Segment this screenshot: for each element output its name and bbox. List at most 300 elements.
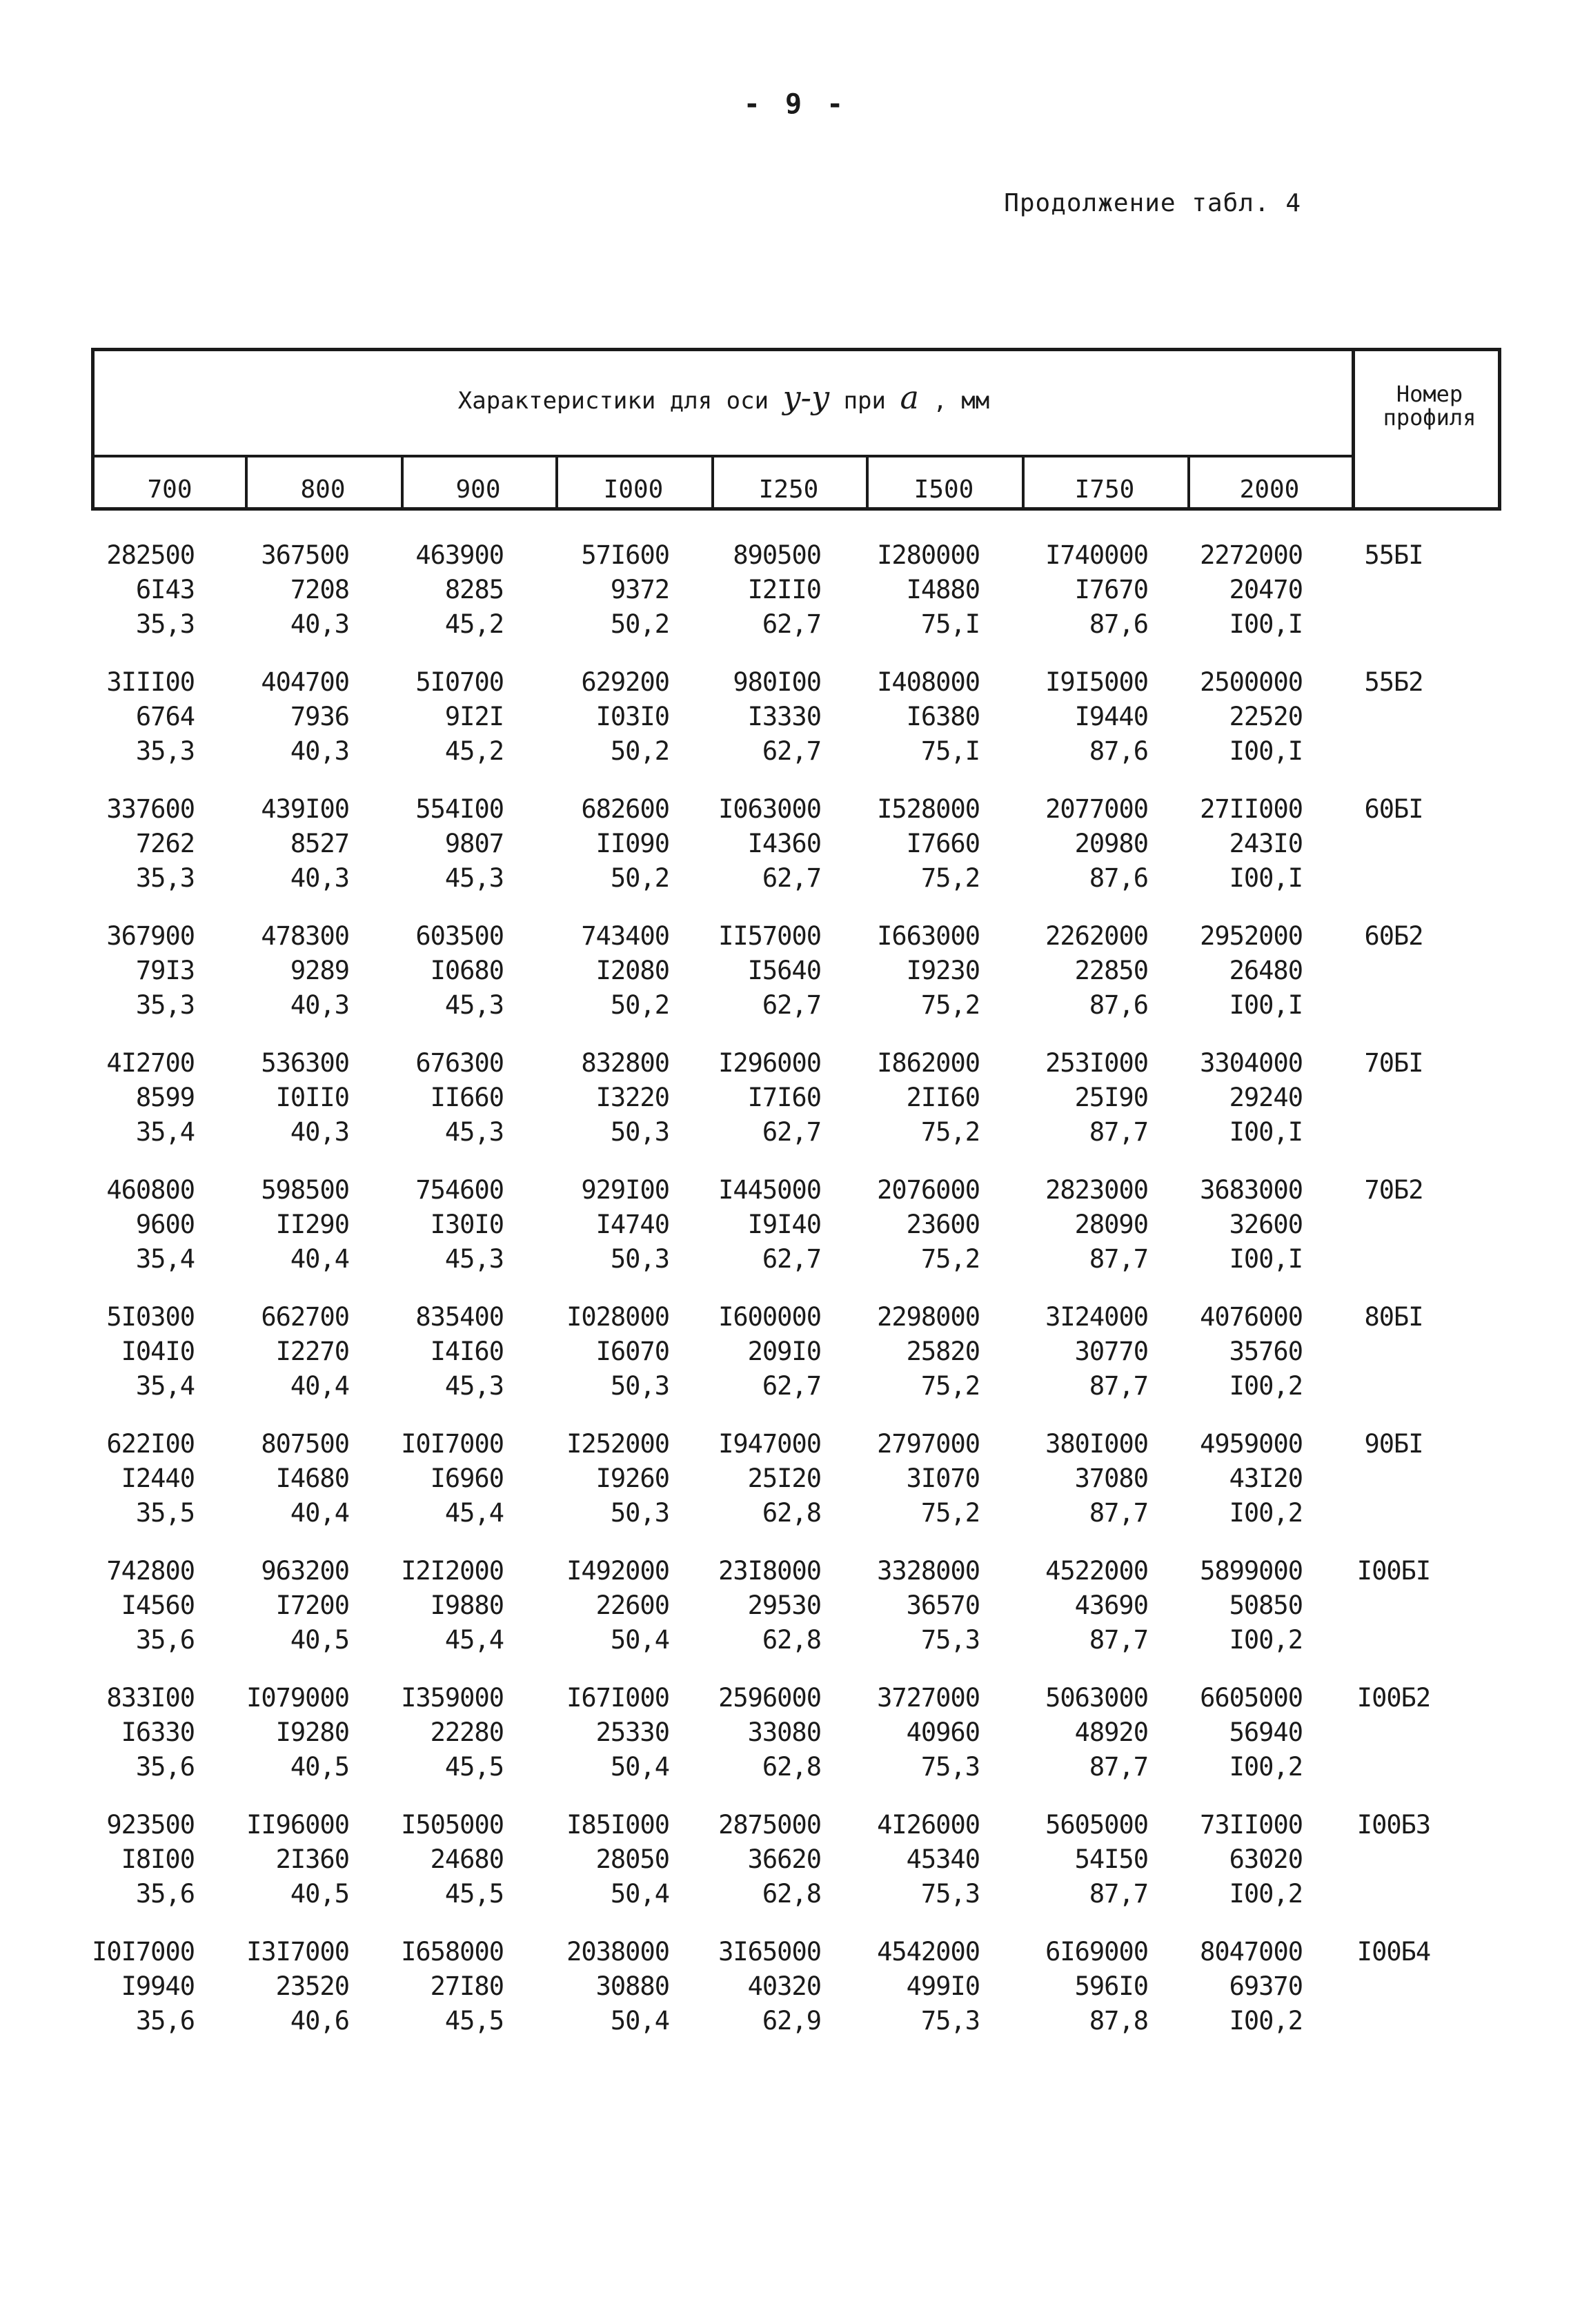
table-cell	[211, 1808, 349, 1911]
cell-value: I2II0	[747, 575, 821, 604]
table-cell	[57, 1173, 195, 1277]
table-cell	[683, 1300, 821, 1404]
cell-value: I67I000	[566, 1683, 669, 1713]
cell-value: 62,8	[762, 1879, 821, 1909]
cell-value: 209I0	[747, 1337, 821, 1366]
cell-value: 75,2	[920, 863, 980, 893]
cell-value: 75,2	[920, 1244, 980, 1274]
cell-value: 40,4	[290, 1371, 349, 1401]
cell-value: 43I20	[1229, 1464, 1303, 1493]
cell-value: 35,6	[135, 1879, 195, 1909]
cell-value: 367900	[106, 921, 195, 951]
header-title-text: Характеристики для оси	[457, 387, 783, 415]
cell-value: I4880	[906, 575, 980, 604]
cell-value: 75,I	[920, 609, 980, 639]
cell-value: 9807	[444, 829, 504, 858]
table-cell	[1165, 1935, 1303, 2038]
table-cell	[531, 665, 669, 769]
cell-value: 404700	[261, 667, 349, 697]
cell-value: 9289	[290, 956, 349, 985]
cell-value: I0I7000	[92, 1937, 195, 1967]
header-title-unit: , мм	[918, 387, 990, 415]
cell-value: 50,2	[610, 990, 669, 1020]
cell-value: 30770	[1074, 1337, 1148, 1366]
cell-value: 36620	[747, 1844, 821, 1874]
cell-value: I2440	[121, 1464, 195, 1493]
cell-value: 45,3	[444, 863, 504, 893]
table-cell	[366, 1681, 504, 1784]
cell-value: I9230	[906, 956, 980, 985]
cell-value: 832800	[581, 1048, 669, 1078]
table-cell	[366, 1046, 504, 1150]
cell-value: 48920	[1074, 1717, 1148, 1747]
cell-value: I3330	[747, 702, 821, 731]
table-cell	[1165, 1554, 1303, 1657]
table-cell	[366, 1300, 504, 1404]
cell-value: 40,3	[290, 990, 349, 1020]
cell-value: 50,4	[610, 1752, 669, 1782]
table-cell	[683, 919, 821, 1023]
profile-column-divider	[1352, 351, 1355, 507]
profile-number: 60Б2	[1364, 921, 1423, 951]
cell-value: I00,I	[1229, 736, 1303, 766]
cell-value: 460800	[106, 1175, 195, 1205]
cell-value: 57I600	[581, 540, 669, 570]
table-cell	[57, 665, 195, 769]
cell-value: I04I0	[121, 1337, 195, 1366]
cell-value: I9940	[121, 1971, 195, 2001]
cell-value: 3304000	[1200, 1048, 1303, 1078]
cell-value: I7670	[1074, 575, 1148, 604]
cell-value: 33080	[747, 1717, 821, 1747]
table-continuation-caption: Продолжение табл. 4	[1004, 189, 1301, 217]
cell-value: 35,6	[135, 1625, 195, 1655]
table-cell	[531, 1300, 669, 1404]
table-cell	[57, 1046, 195, 1150]
table-cell	[366, 1554, 504, 1657]
table-row	[0, 1046, 1591, 1150]
table-cell	[366, 919, 504, 1023]
cell-value: 87,6	[1089, 990, 1148, 1020]
header-title-text: при	[829, 387, 900, 415]
cell-value: 25330	[595, 1717, 669, 1747]
cell-value: 75,2	[920, 1371, 980, 1401]
table-row	[0, 792, 1591, 896]
cell-value: I4740	[595, 1210, 669, 1239]
cell-value: 923500	[106, 1810, 195, 1840]
column-header: I000	[603, 475, 664, 504]
cell-value: I079000	[246, 1683, 349, 1713]
table-cell	[57, 1300, 195, 1404]
cell-value: 4I26000	[877, 1810, 980, 1840]
cell-value: 73II000	[1200, 1810, 1303, 1840]
cell-value: 87,6	[1089, 863, 1148, 893]
cell-value: 963200	[261, 1556, 349, 1586]
cell-value: 2952000	[1200, 921, 1303, 951]
cell-value: 9372	[610, 575, 669, 604]
cell-value: 45,2	[444, 609, 504, 639]
cell-value: 26480	[1229, 956, 1303, 985]
cell-value: 2298000	[877, 1302, 980, 1332]
cell-value: I6380	[906, 702, 980, 731]
cell-value: 45,3	[444, 1371, 504, 1401]
table-cell	[1010, 1681, 1148, 1784]
table-cell	[1010, 919, 1148, 1023]
cell-value: I280000	[877, 540, 980, 570]
cell-value: 62,7	[762, 863, 821, 893]
table-cell	[683, 1681, 821, 1784]
cell-value: 3I65000	[718, 1937, 821, 1967]
table-cell	[1010, 1046, 1148, 1150]
cell-value: 62,7	[762, 1371, 821, 1401]
cell-value: I6960	[430, 1464, 504, 1493]
table-cell	[1010, 1554, 1148, 1657]
cell-value: I85I000	[566, 1810, 669, 1840]
cell-value: 2823000	[1045, 1175, 1148, 1205]
profile-number: I00Б3	[1356, 1810, 1431, 1840]
cell-value: 2077000	[1045, 794, 1148, 824]
cell-value: I028000	[566, 1302, 669, 1332]
cell-value: I862000	[877, 1048, 980, 1078]
table-cell	[211, 1681, 349, 1784]
cell-value: 45,5	[444, 1879, 504, 1909]
cell-value: 23520	[275, 1971, 349, 2001]
cell-value: I2080	[595, 956, 669, 985]
table-cell	[531, 919, 669, 1023]
cell-value: II090	[595, 829, 669, 858]
cell-value: 2272000	[1200, 540, 1303, 570]
distance-symbol: a	[900, 379, 919, 416]
cell-value: 40,3	[290, 736, 349, 766]
table-cell	[1165, 538, 1303, 642]
cell-value: 2262000	[1045, 921, 1148, 951]
table-row	[0, 1427, 1591, 1530]
column-header: I500	[913, 475, 974, 504]
cell-value: 2500000	[1200, 667, 1303, 697]
cell-value: I740000	[1045, 540, 1148, 570]
cell-value: 75,3	[920, 1752, 980, 1782]
column-header: 2000	[1239, 475, 1300, 504]
cell-value: 75,2	[920, 1498, 980, 1528]
table-cell	[211, 1300, 349, 1404]
table-cell	[842, 1935, 980, 2038]
cell-value: 3I24000	[1045, 1302, 1148, 1332]
page-number: - 9 -	[743, 88, 848, 120]
table-row	[0, 1935, 1591, 2038]
cell-value: 3328000	[877, 1556, 980, 1586]
table-cell	[1010, 1300, 1148, 1404]
cell-value: 2875000	[718, 1810, 821, 1840]
cell-value: 23I8000	[718, 1556, 821, 1586]
cell-value: I00,I	[1229, 990, 1303, 1020]
cell-value: 62,9	[762, 2006, 821, 2036]
cell-value: I8I00	[121, 1844, 195, 1874]
cell-value: 20470	[1229, 575, 1303, 604]
cell-value: I00,I	[1229, 1117, 1303, 1147]
cell-value: 9I2I	[444, 702, 504, 731]
cell-value: 25I90	[1074, 1083, 1148, 1112]
table-cell	[842, 1681, 980, 1784]
cell-value: 87,7	[1089, 1117, 1148, 1147]
cell-value: 243I0	[1229, 829, 1303, 858]
cell-value: 743400	[581, 921, 669, 951]
table-cell	[531, 1173, 669, 1277]
table-cell	[211, 1046, 349, 1150]
cell-value: 536300	[261, 1048, 349, 1078]
table-cell	[683, 1935, 821, 2038]
table-cell	[1165, 792, 1303, 896]
table-cell	[842, 1300, 980, 1404]
cell-value: 50,2	[610, 609, 669, 639]
cell-value: 380I000	[1045, 1429, 1148, 1459]
table-cell	[1165, 665, 1303, 769]
cell-value: 50,2	[610, 863, 669, 893]
table-cell	[211, 919, 349, 1023]
table-row	[0, 1173, 1591, 1277]
table-cell	[57, 538, 195, 642]
cell-value: 8599	[135, 1083, 195, 1112]
cell-value: 40,5	[290, 1879, 349, 1909]
cell-value: I4I60	[430, 1337, 504, 1366]
cell-value: 20980	[1074, 829, 1148, 858]
cell-value: 3III00	[106, 667, 195, 697]
cell-value: 75,3	[920, 1625, 980, 1655]
cell-value: 40320	[747, 1971, 821, 2001]
cell-value: 5605000	[1045, 1810, 1148, 1840]
cell-value: 7262	[135, 829, 195, 858]
table-cell	[1165, 1300, 1303, 1404]
cell-value: 29530	[747, 1591, 821, 1620]
table-cell	[366, 665, 504, 769]
cell-value: 87,7	[1089, 1625, 1148, 1655]
cell-value: I600000	[718, 1302, 821, 1332]
cell-value: 50,2	[610, 736, 669, 766]
cell-value: 6I69000	[1045, 1937, 1148, 1967]
cell-value: 40,4	[290, 1498, 349, 1528]
profile-number: I00Б2	[1356, 1683, 1431, 1713]
cell-value: 890500	[733, 540, 821, 570]
cell-value: 28090	[1074, 1210, 1148, 1239]
table-cell	[1010, 1808, 1148, 1911]
table-cell	[211, 665, 349, 769]
cell-value: I7I60	[747, 1083, 821, 1112]
cell-value: 56940	[1229, 1717, 1303, 1747]
table-cell	[366, 792, 504, 896]
cell-value: 2076000	[877, 1175, 980, 1205]
cell-value: 45,4	[444, 1498, 504, 1528]
table-cell	[366, 1173, 504, 1277]
column-header: 900	[455, 475, 501, 504]
profile-number: 80БI	[1364, 1302, 1423, 1332]
cell-value: I663000	[877, 921, 980, 951]
cell-value: 8527	[290, 829, 349, 858]
cell-value: 87,8	[1089, 2006, 1148, 2036]
cell-value: I00,2	[1229, 1625, 1303, 1655]
cell-value: 4542000	[877, 1937, 980, 1967]
cell-value: I9I5000	[1045, 667, 1148, 697]
cell-value: 6764	[135, 702, 195, 731]
cell-value: 2797000	[877, 1429, 980, 1459]
table-row	[0, 1554, 1591, 1657]
cell-value: 980I00	[733, 667, 821, 697]
table-cell	[1165, 1427, 1303, 1530]
cell-value: 87,7	[1089, 1879, 1148, 1909]
cell-value: 37080	[1074, 1464, 1148, 1493]
table-cell	[1010, 1173, 1148, 1277]
cell-value: 54I50	[1074, 1844, 1148, 1874]
header-divider	[95, 455, 1353, 457]
cell-value: 24680	[430, 1844, 504, 1874]
cell-value: I7200	[275, 1591, 349, 1620]
profile-number: 70БI	[1364, 1048, 1423, 1078]
cell-value: 40,3	[290, 609, 349, 639]
cell-value: 50,4	[610, 1879, 669, 1909]
table-cell	[531, 1808, 669, 1911]
profile-number: 90БI	[1364, 1429, 1423, 1459]
cell-value: 45,4	[444, 1625, 504, 1655]
column-header: I750	[1074, 475, 1135, 504]
cell-value: 35,3	[135, 990, 195, 1020]
cell-value: 3727000	[877, 1683, 980, 1713]
cell-value: 22850	[1074, 956, 1148, 985]
table-cell	[531, 538, 669, 642]
table-row	[0, 1300, 1591, 1404]
profile-number: 70Б2	[1364, 1175, 1423, 1205]
table-header-frame	[91, 348, 1501, 511]
cell-value: 5063000	[1045, 1683, 1148, 1713]
cell-value: 5I0300	[106, 1302, 195, 1332]
table-cell	[1010, 1935, 1148, 2038]
cell-value: 35,3	[135, 863, 195, 893]
cell-value: 63020	[1229, 1844, 1303, 1874]
cell-value: 367500	[261, 540, 349, 570]
cell-value: 35,5	[135, 1498, 195, 1528]
table-cell	[57, 1554, 195, 1657]
cell-value: 40,6	[290, 2006, 349, 2036]
table-cell	[531, 1681, 669, 1784]
cell-value: 30880	[595, 1971, 669, 2001]
cell-value: 40,3	[290, 1117, 349, 1147]
cell-value: 598500	[261, 1175, 349, 1205]
table-cell	[531, 1554, 669, 1657]
cell-value: I00,2	[1229, 1498, 1303, 1528]
cell-value: I9280	[275, 1717, 349, 1747]
cell-value: I9880	[430, 1591, 504, 1620]
cell-value: 35760	[1229, 1337, 1303, 1366]
cell-value: I00,2	[1229, 1879, 1303, 1909]
cell-value: 4076000	[1200, 1302, 1303, 1332]
cell-value: I9I40	[747, 1210, 821, 1239]
table-cell	[57, 1808, 195, 1911]
profile-number: 60БI	[1364, 794, 1423, 824]
cell-value: 2II60	[906, 1083, 980, 1112]
table-cell	[211, 1554, 349, 1657]
cell-value: 6I43	[135, 575, 195, 604]
cell-value: 554I00	[415, 794, 504, 824]
cell-value: I2I2000	[401, 1556, 504, 1586]
cell-value: I947000	[718, 1429, 821, 1459]
column-header: 700	[147, 475, 192, 504]
cell-value: II57000	[718, 921, 821, 951]
cell-value: 25I20	[747, 1464, 821, 1493]
profile-number: I00БI	[1356, 1556, 1431, 1586]
table-cell	[683, 1554, 821, 1657]
cell-value: 45340	[906, 1844, 980, 1874]
cell-value: 23600	[906, 1210, 980, 1239]
cell-value: I9260	[595, 1464, 669, 1493]
table-cell	[57, 1681, 195, 1784]
cell-value: 35,6	[135, 1752, 195, 1782]
table-cell	[842, 538, 980, 642]
cell-value: I359000	[401, 1683, 504, 1713]
profile-number-header: Номер профиля	[1383, 381, 1476, 431]
table-cell	[366, 1935, 504, 2038]
cell-value: I00,2	[1229, 1752, 1303, 1782]
table-cell	[1010, 792, 1148, 896]
cell-value: I505000	[401, 1810, 504, 1840]
cell-value: 282500	[106, 540, 195, 570]
cell-value: 27II000	[1200, 794, 1303, 824]
table-cell	[57, 1935, 195, 2038]
cell-value: 75,2	[920, 990, 980, 1020]
cell-value: 87,7	[1089, 1244, 1148, 1274]
cell-value: I00,I	[1229, 1244, 1303, 1274]
table-cell	[531, 1046, 669, 1150]
cell-value: 742800	[106, 1556, 195, 1586]
cell-value: I4360	[747, 829, 821, 858]
cell-value: 45,2	[444, 736, 504, 766]
cell-value: 35,4	[135, 1244, 195, 1274]
cell-value: 87,7	[1089, 1752, 1148, 1782]
cell-value: 596I0	[1074, 1971, 1148, 2001]
cell-value: I30I0	[430, 1210, 504, 1239]
cell-value: 62,8	[762, 1752, 821, 1782]
table-cell	[683, 1173, 821, 1277]
cell-value: I492000	[566, 1556, 669, 1586]
cell-value: 929I00	[581, 1175, 669, 1205]
cell-value: I00,2	[1229, 1371, 1303, 1401]
cell-value: 22280	[430, 1717, 504, 1747]
table-cell	[366, 1427, 504, 1530]
cell-value: 2596000	[718, 1683, 821, 1713]
cell-value: 622I00	[106, 1429, 195, 1459]
cell-value: 62,7	[762, 990, 821, 1020]
cell-value: I7660	[906, 829, 980, 858]
cell-value: I03I0	[595, 702, 669, 731]
cell-value: 50,3	[610, 1117, 669, 1147]
cell-value: 40,3	[290, 863, 349, 893]
cell-value: I6070	[595, 1337, 669, 1366]
cell-value: 8285	[444, 575, 504, 604]
cell-value: I6330	[121, 1717, 195, 1747]
cell-value: 25820	[906, 1337, 980, 1366]
table-cell	[683, 1808, 821, 1911]
table-cell	[842, 1427, 980, 1530]
table-cell	[211, 1173, 349, 1277]
cell-value: I3220	[595, 1083, 669, 1112]
cell-value: 6605000	[1200, 1683, 1303, 1713]
cell-value: 7208	[290, 575, 349, 604]
cell-value: 463900	[415, 540, 504, 570]
cell-value: 439I00	[261, 794, 349, 824]
table-cell	[366, 538, 504, 642]
cell-value: II96000	[246, 1810, 349, 1840]
cell-value: 75,3	[920, 2006, 980, 2036]
cell-value: I063000	[718, 794, 821, 824]
table-cell	[1165, 1173, 1303, 1277]
cell-value: 43690	[1074, 1591, 1148, 1620]
cell-value: 50,3	[610, 1498, 669, 1528]
